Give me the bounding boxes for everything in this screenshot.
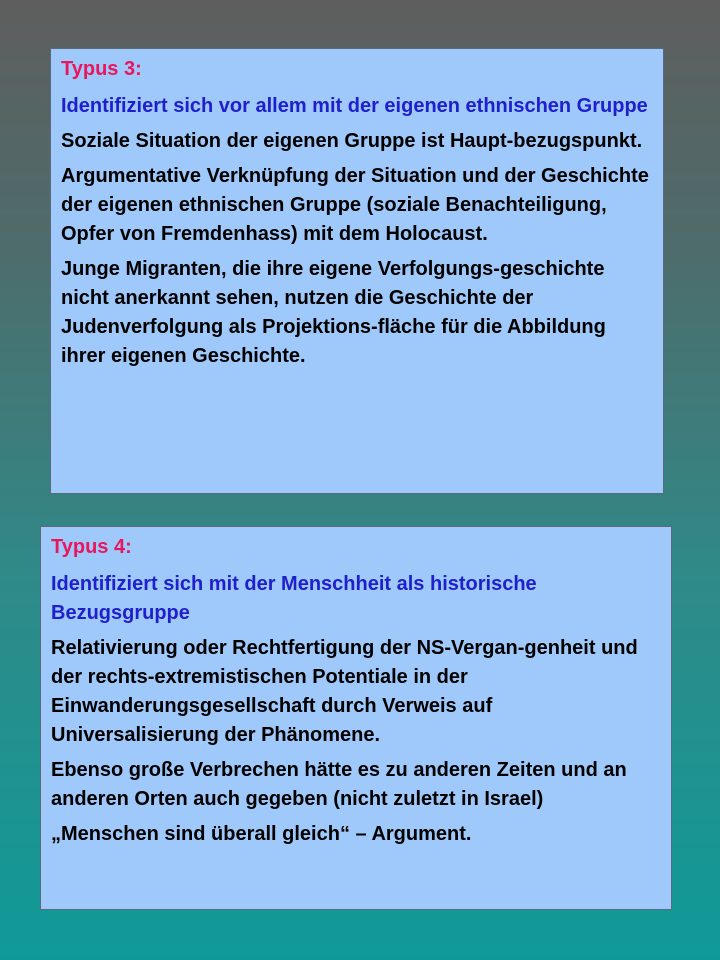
typus-3-box	[50, 48, 664, 494]
typus-4-paragraph: Relativierung oder Rechtfertigung der NS-Vergan-genheit und der rechts-extremistischen Potentiale in der Einwanderungsgesellschaft durch Verweis auf Universalisierung der Phänomene.	[51, 637, 638, 746]
typus-3-paragraph: Soziale Situation der eigenen Gruppe ist Haupt-bezugspunkt.	[61, 130, 643, 152]
typus-3-paragraph: Junge Migranten, die ihre eigene Verfolgungs-geschichte nicht anerkannt sehen, nutzen die Geschichte der Judenverfolgung als Projektions-fläche für die Abbildung ihrer eigenen Geschichte.	[61, 258, 606, 367]
typus-4-identification: Identifiziert sich mit der Menschheit als historische Bezugsgruppe	[51, 573, 537, 624]
typus-3-paragraph: Argumentative Verknüpfung der Situation und der Geschichte der eigenen ethnischen Gruppe (soziale Benachteiligung, Opfer von Fremdenhass) mit dem Holocaust.	[61, 165, 649, 245]
typus-3-identification: Identifiziert sich vor allem mit der eigenen ethnischen Gruppe	[61, 95, 648, 117]
typus-4-heading: Typus 4:	[51, 536, 132, 558]
typus-4-paragraph: Ebenso große Verbrechen hätte es zu anderen Zeiten und an anderen Orten auch gegeben (nicht zuletzt in Israel)	[51, 759, 627, 810]
typus-3-heading: Typus 3:	[61, 58, 142, 80]
typus-4-box	[40, 526, 672, 910]
typus-4-paragraph: „Menschen sind überall gleich“ – Argument.	[51, 823, 472, 845]
